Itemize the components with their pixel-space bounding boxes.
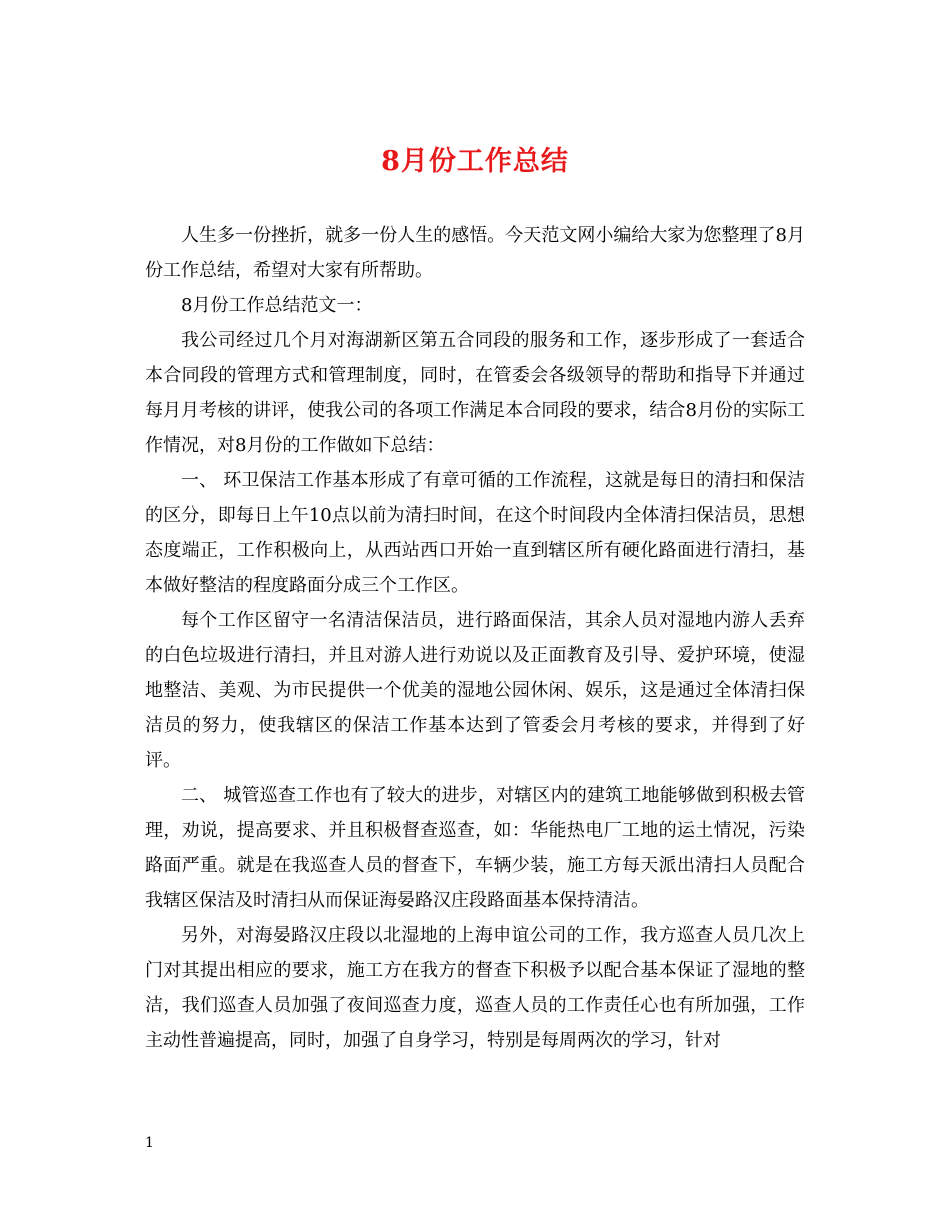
document-body <box>145 218 805 1058</box>
paragraph-intro: 人生多一份挫折，就多一份人生的感悟。今天范文网小编给大家为您整理了8月份工作总结，希望对大家有所帮助。 <box>145 225 805 281</box>
paragraph-sanitation: 一、 环卫保洁工作基本形成了有章可循的工作流程，这就是每日的清扫和保洁的区分，即每日上午10点以前为清扫时间，在这个时间段内全体清扫保洁员，思想态度端正，工作积极向上，从西站西口开始一直到辖区所有硬化路面进行清扫，基本做好整洁的程度路面分成三个工作区。 <box>145 470 805 596</box>
page-number: 1 <box>145 1135 154 1151</box>
paragraph-additional: 另外，对海晏路汉庄段以北湿地的上海申谊公司的工作，我方巡查人员几次上门对其提出相应的要求，施工方在我方的督查下积极予以配合基本保证了湿地的整洁，我们巡查人员加强了夜间巡查力度，巡查人员的工作责任心也有所加强，工作主动性普遍提高，同时，加强了自身学习，特别是每周两次的学习，针对 <box>145 925 805 1051</box>
paragraph-sample-heading: 8月份工作总结范文一： <box>181 295 373 316</box>
paragraph-inspection: 二、 城管巡查工作也有了较大的进步，对辖区内的建筑工地能够做到积极去管理，劝说，提高要求、并且积极督查巡查，如：华能热电厂工地的运土情况，污染路面严重。就是在我巡查人员的督查下，车辆少装，施工方每天派出清扫人员配合我辖区保洁及时清扫从而保证海晏路汉庄段路面基本保持清洁。 <box>145 785 805 911</box>
paragraph-work-zones: 每个工作区留守一名清洁保洁员，进行路面保洁，其余人员对湿地内游人丢弃的白色垃圾进行清扫，并且对游人进行劝说以及正面教育及引导、爱护环境，使湿地整洁、美观、为市民提供一个优美的湿地公园休闲、娱乐，这是通过全体清扫保洁员的努力，使我辖区的保洁工作基本达到了管委会月考核的要求，并得到了好评。 <box>145 610 805 771</box>
paragraph-overview: 我公司经过几个月对海湖新区第五合同段的服务和工作，逐步形成了一套适合本合同段的管理方式和管理制度，同时，在管委会各级领导的帮助和指导下并通过每月月考核的讲评，使我公司的各项工作满足本合同段的要求，结合8月份的实际工作情况，对8月份的工作做如下总结： <box>145 330 805 456</box>
page-title: 8月份工作总结 <box>381 146 569 177</box>
